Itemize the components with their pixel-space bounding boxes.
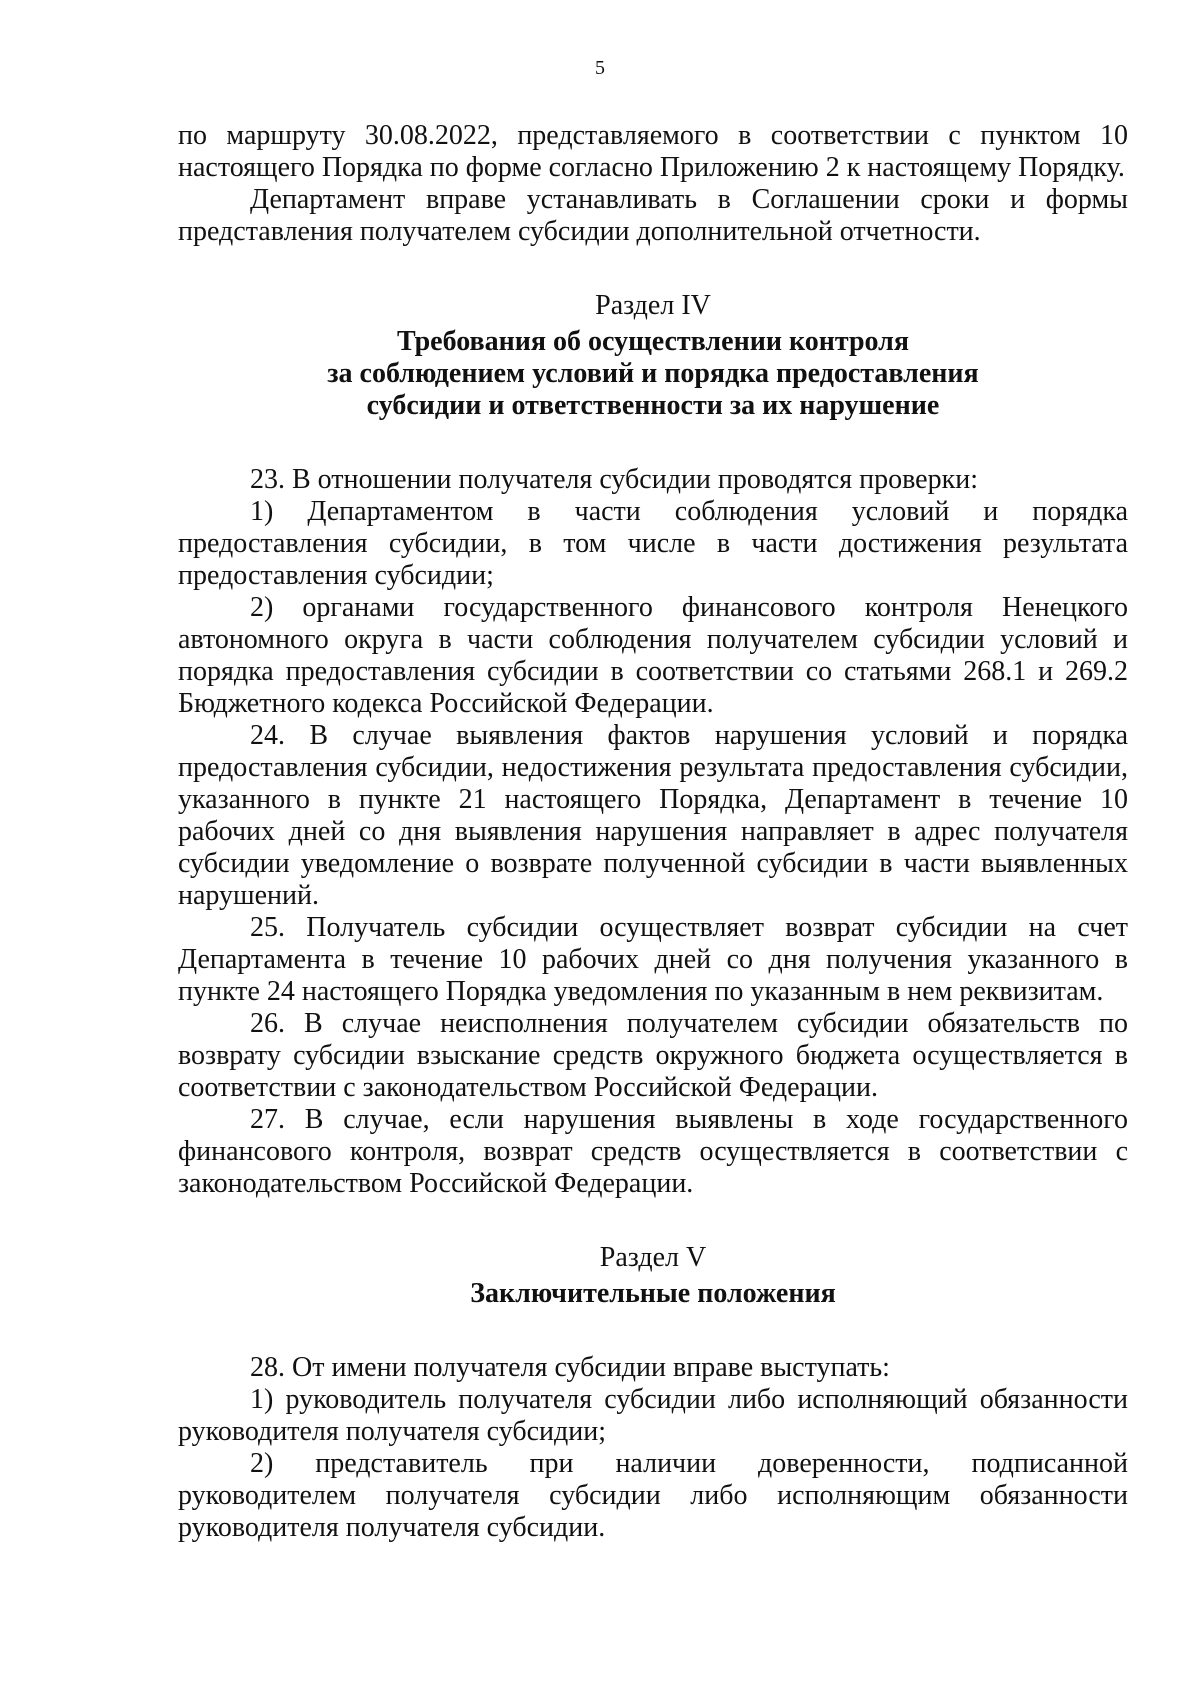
clause-28-item-1: 1) руководитель получателя субсидии либо исполняющий обязанности руководителя получателя субсидии;	[178, 1384, 1128, 1447]
page-number: 5	[595, 57, 605, 79]
clause-23-item-1: 1) Департаментом в части соблюдения условий и порядка предоставления субсидии, в том числе в части достижения результата предоставления субсидии;	[178, 496, 1128, 591]
document-body	[178, 120, 1128, 1544]
clause-24: 24. В случае выявления фактов нарушения условий и порядка предоставления субсидии, недостижения результата предоставления субсидии, указанного в пункте 21 настоящего Порядка, Департамент в течение 10 рабочих дней со дня выявления нарушения направляет в адрес получателя субсидии уведомление о возврате полученной субсидии в части выявленных нарушений.	[178, 720, 1128, 911]
clause-25: 25. Получатель субсидии осуществляет возврат субсидии на счет Департамента в течение 10 рабочих дней со дня получения указанного в пункте 24 настоящего Порядка уведомления по указанным в нем реквизитам.	[178, 912, 1128, 1007]
intro-paragraph-1: по маршруту 30.08.2022, представляемого в соответствии с пунктом 10 настоящего Порядка по форме согласно Приложению 2 к настоящему Порядку.	[178, 120, 1128, 183]
section-5-title: Заключительные положения	[470, 1278, 836, 1309]
section-4-title-line-3: субсидии и ответственности за их нарушение	[366, 390, 940, 421]
clause-28-item-2: 2) представитель при наличии доверенности, подписанной руководителем получателя субсидии либо исполняющим обязанности руководителя получателя субсидии.	[178, 1448, 1128, 1543]
section-5-body	[178, 1352, 1128, 1544]
clause-23-item-2: 2) органами государственного финансового контроля Ненецкого автономного округа в части соблюдения получателем субсидии условий и порядка предоставления субсидии в соответствии со статьями 268.1 и 269.2 Бюджетного кодекса Российской Федерации.	[178, 592, 1128, 719]
clause-28: 28. От имени получателя субсидии вправе выступать:	[250, 1352, 890, 1383]
clause-27: 27. В случае, если нарушения выявлены в ходе государственного финансового контроля, возврат средств осуществляется в соответствии с законодательством Российской Федерации.	[178, 1104, 1128, 1199]
section-4-body	[178, 464, 1128, 1200]
section-4-heading	[178, 290, 1128, 422]
section-4-title-line-1: Требования об осуществлении контроля	[396, 326, 910, 357]
clause-23: 23. В отношении получателя субсидии проводятся проверки:	[250, 464, 978, 495]
section-4-label: Раздел IV	[595, 290, 711, 321]
intro-paragraph-2: Департамент вправе устанавливать в Соглашении сроки и формы представления получателем субсидии дополнительной отчетности.	[178, 184, 1128, 247]
section-5-label: Раздел V	[599, 1242, 707, 1273]
section-4-title-line-2: за соблюдением условий и порядка предоставления	[327, 358, 979, 389]
clause-26: 26. В случае неисполнения получателем субсидии обязательств по возврату субсидии взыскание средств окружного бюджета осуществляется в соответствии с законодательством Российской Федерации.	[178, 1008, 1128, 1103]
section-5-heading	[178, 1242, 1128, 1310]
